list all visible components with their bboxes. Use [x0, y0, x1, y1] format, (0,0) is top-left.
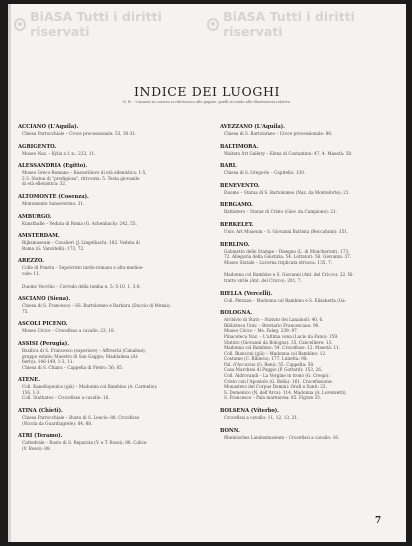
biasa-logo-icon — [207, 18, 219, 31]
index-entry: AMSTERDAM. Rijksmuseum – Cavalieri (J. Lingelbach): 182. Veduta di Roma (G. Vanvitelli): 173, 72. — [18, 233, 140, 251]
watermark-right: BiASA Tutti i diritti riservati — [207, 9, 400, 39]
index-entry: ATENE. Coll. Kanellopoulos (già) – Madonna col Bambino (A. Carmelio): 156, 1-3. Coll. Stathatos – Crocefisso a cavallo: 16. — [18, 377, 158, 401]
index-entry: BIELLA (Vercelli). Coll. Perazza – Madonna col Bambino e S. Elisabetta (Ga- — [220, 290, 347, 303]
index-column-right — [220, 124, 388, 447]
index-entry: BENEVENTO. Duomo – Statua di S. Bartolomeo (Naz. da Monteforte): 21. — [220, 182, 350, 195]
index-entry: AREZZO. Colle di Poneta – Sepolcreto tardo-romano e alto-medioe- vale: 11. — [18, 258, 144, 276]
index-entry: ASCIANO (Siena). Chiesa di S. Francesco – SS. Bartolomeo e Barbara (Duccio di Menai): 75. — [18, 296, 171, 314]
index-entry: BERGAMO. Battistero – Statue di Cristo (Giov. da Campione): 21. — [220, 202, 337, 215]
index-entry: ASSISI (Perugia). Basilica di S. Francesco (superiore) – Affreschi (Cimabue); gruppo estate; Maestro di San Gaggio; Maddalena (Al- berto): 146-149, 1-3, 11. Chiesa di S. Chiara – Cappella di Pietro: 56; 85. — [18, 340, 147, 370]
book-page — [8, 4, 406, 542]
index-entry: BONN. Rheinisches Landesmuseum – Crocefissi a cavallo: 16. — [220, 427, 340, 440]
index-entry: ACCIANO (L'Aquila). Chiesa Parrocchiale – Croce processionale: 53, 30-31. — [18, 124, 137, 136]
page-subtitle: N. B. - I numeri in corsivo si riferiscono alle pagine, quelli in tondo alle illustrazioni relative. — [122, 100, 292, 104]
index-entry: AMBURGO. Kunsthalle – Veduta di Roma (G. Achenbach): 242, 55. — [18, 213, 137, 226]
index-entry: Madonna col Bambino e S. Giovanni (Ant. del Cricco): 22. Ri- tratto virile (Ant. del Cricco): 201, 7. — [224, 272, 354, 283]
index-entry: BERLINO. Gabinetto delle Stampe – Disegno (L. di Moncheront): 173, 72. Allegoria della Giustizia: 54. Lottatori: 56. Giovanni: 37. Museo Statale – Lucerna triplicata etrusca: 135, 7. — [220, 241, 352, 265]
watermark-left: BiASA Tutti i diritti riservati — [14, 9, 207, 39]
index-entry: BOLSENA (Viterbo). Crocefissi a cavallo: 11, 12, 13, 21. — [220, 408, 299, 421]
index-entry: ATINA (Chieti). Chiesa Parrocchiale – Busto di S. Leucio: 88. Crocifisso (Nicola da Guardiagrele): 84, 88. — [18, 408, 140, 426]
index-entry: BARI. Chiesa di S. Gregorio – Capitello: 130. — [220, 163, 306, 176]
index-entry: ATRI (Teramo). Cattedrale – Busto di S. Reparata (V. e T. Rossi): 88. Calice (V. Rossi): 88. — [18, 433, 147, 451]
index-column-left — [18, 124, 176, 458]
page-number: 7 — [375, 516, 382, 526]
index-entry: ALESSANDRIA (Egitto). Museo Greco-Romano – Bassorilievo di età ellenistica: 1-5, 2-3. Statua di "prodigiosa", ritrovata: 5. Testa giovanile di età ellenistica: 32. — [18, 163, 147, 187]
biasa-logo-icon — [14, 18, 26, 31]
index-entry: AVEZZANO (L'Aquila). Chiesa di S. Bartolomeo – Croce processionale: 88. — [220, 124, 333, 136]
page-title: INDICE DEI LUOGHI — [134, 84, 280, 99]
watermark-bar — [8, 9, 406, 39]
index-entry: BERKELEY. Univ. Art Museum – S. Giovanni Battista (Beccafumi): 151. — [220, 221, 349, 234]
index-entry: ASCOLI PICENO. Museo Civico – Crocefisso a cavallo: 23, 18. — [18, 321, 115, 334]
index-entry: Duomo Vecchio – Corredo della tomba n. 5: 5-10, 1, 3-8. — [22, 283, 141, 289]
index-entry: BOLOGNA. Archivio di Stato – Statuto dei Lanaiuoli: 40, 6. Biblioteca Univ. – Breviario Francescano: 90. Museo Civico – Ms. Faleg. 239: 97. Pinacoteca Naz. – L'ultima cena (Lucio da Fano): 159. Statuto (Giovanni da Bologna): 33. Cancelliere: 13. Madonna col Bambino: 54. Crocefisso: 12. Maestà: 11. Coll. Bianconi (già) – Madonna col Bambino: 12. Costume (C. Ribiera): 177. Lunetta: 98. Pal. d'Accursio (G. Reni): 55. Cappella: 58. Casa Marchesi di Poggio (P. Gottard): 153, 26. Coll. Aldrovandi – La Vergine in trono (G. Crespi): Cristo con l'Apostolo (G. Bella): 161. Crocefissione: Monastero del Corpus Domini: Orafi e Santi: 23. S. Domenico (N. dell'Arca): 114. Madonna (A. Lorenzetti). S. Francesco – Pala marmorea: 85. Figure 33. — [220, 310, 347, 401]
index-entry: ALTOMONTE (Cosenza). Monumento Sanseverino: 21. — [18, 193, 89, 206]
index-entry: BALTIMORA. Walters Art Gallery – Elena di Costantino: 47, 4. Maestà: 58. — [220, 143, 353, 156]
index-entry: AGRIGENTO. Museo Naz. – Kylix a f. n.: 223, 11. — [18, 143, 96, 156]
